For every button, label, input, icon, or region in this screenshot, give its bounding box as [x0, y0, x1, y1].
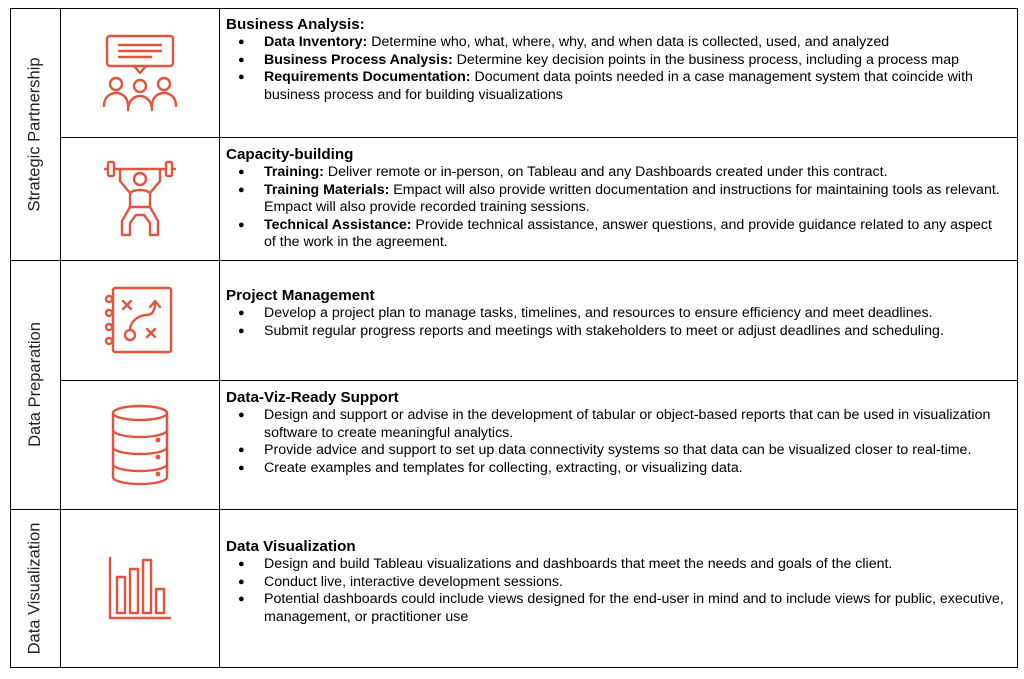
section-title: Data Visualization [226, 538, 356, 555]
meeting-presentation-icon [101, 34, 179, 112]
list-item: ● Provide advice and support to set up data connectivity systems so that data can be visualized closer to real-time. [226, 442, 1006, 460]
icon-cell [61, 137, 218, 260]
bullet-list [226, 556, 1006, 626]
list-item: ● Technical Assistance: Provide technical assistance, answer questions, and provide guidance related to any aspect of the work in the agreement. [226, 217, 1006, 252]
database-icon [108, 403, 172, 487]
bullet-list [226, 164, 1006, 252]
list-item: ● Training Materials: Empact will also provide written documentation and instructions for maintaining tools as relevant. Empact will also provide recorded training sessions. [226, 182, 1006, 217]
category-label: Strategic Partnership [25, 56, 44, 212]
strategy-plan-icon [103, 285, 177, 355]
row-business-analysis [226, 15, 1006, 104]
icon-cell [61, 8, 218, 137]
section-title: Project Management [226, 287, 375, 304]
row-data-visualization [226, 537, 1006, 626]
row-project-management [226, 286, 1006, 340]
list-item: ● Create examples and templates for collecting, extracting, or visualizing data. [226, 460, 1006, 478]
list-item: ● Data Inventory: Determine who, what, where, why, and when data is collected, used, and analyzed [226, 34, 1006, 52]
category-label: Data Visualization [25, 522, 44, 654]
icon-cell [61, 260, 218, 380]
bullet-list [226, 305, 1006, 340]
section-title: Data-Viz-Ready Support [226, 389, 399, 406]
row-data-viz-ready-support [226, 388, 1006, 477]
row-capacity-building [226, 145, 1006, 252]
section-title: Capacity-building [226, 146, 354, 163]
list-item: ● Business Process Analysis: Determine key decision points in the business process, including a process map [226, 52, 1006, 70]
weightlifter-icon [104, 159, 176, 239]
section-title: Business Analysis: [226, 16, 365, 33]
icon-cell [61, 509, 218, 667]
list-item: ● Conduct live, interactive development sessions. [226, 574, 1006, 592]
list-item: ● Develop a project plan to manage tasks, timelines, and resources to ensure efficiency and meet deadlines. [226, 305, 1006, 323]
list-item: ● Design and support or advise in the development of tabular or object-based reports that can be used in visualization software to create meaningful analytics. [226, 407, 1006, 442]
bullet-list [226, 34, 1006, 104]
category-data-preparation [11, 260, 59, 509]
table-border-bottom [10, 667, 1018, 668]
list-item: ● Design and build Tableau visualizations and dashboards that meet the needs and goals of the client. [226, 556, 1006, 574]
list-item: ● Potential dashboards could include views designed for the end-user in mind and to include views for public, executive, management, or practitioner use [226, 591, 1006, 626]
list-item: ● Submit regular progress reports and meetings with stakeholders to meet or adjust deadlines and scheduling. [226, 323, 1006, 341]
category-strategic-partnership [11, 8, 59, 260]
category-label: Data Preparation [25, 322, 44, 447]
list-item: ● Training: Deliver remote or in-person, on Tableau and any Dashboards created under this contract. [226, 164, 1006, 182]
column-divider [219, 8, 220, 668]
list-item: ● Requirements Documentation: Document data points needed in a case management system that coincide with business process and for building visualizations [226, 69, 1006, 104]
table-border-right [1017, 8, 1018, 668]
bullet-list [226, 407, 1006, 477]
bar-chart-icon [107, 555, 173, 621]
icon-cell [61, 380, 218, 509]
category-data-visualization [11, 509, 59, 667]
